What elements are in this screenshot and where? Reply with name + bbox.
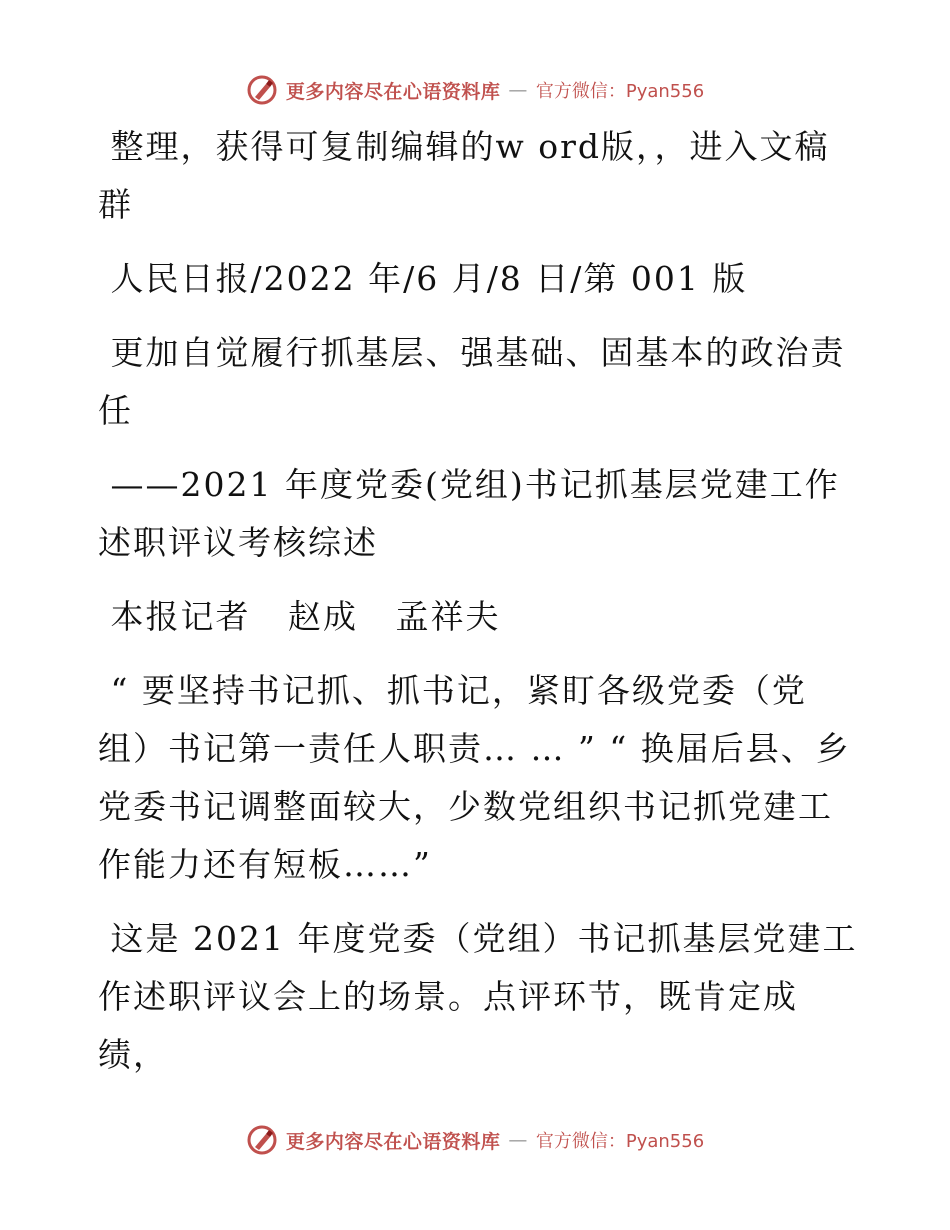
article-title: 更加自觉履行抓基层、强基础、固基本的政治责任 bbox=[98, 333, 846, 430]
watermark-text: 更多内容尽在心语资料库 bbox=[285, 1130, 501, 1153]
watermark-text: 更多内容尽在心语资料库 bbox=[285, 80, 501, 103]
footer-watermark bbox=[0, 1122, 950, 1158]
pen-logo-icon bbox=[246, 74, 278, 106]
intro-line: 整理，获得可复制编辑的w ord版，，进入文稿群 bbox=[98, 127, 830, 224]
watermark-contact: 官方微信：Pyan556 bbox=[535, 1131, 705, 1152]
source-line: 人民日报/2022 年/6 月/8 日/第 001 版 bbox=[98, 259, 748, 298]
watermark-contact: 官方微信：Pyan556 bbox=[535, 81, 705, 102]
document-body bbox=[98, 118, 858, 1100]
body-paragraph: “ 要坚持书记抓、抓书记，紧盯各级党委（党组）书记第一责任人职责… … ” “ 换届后县、乡党委书记调整面较大，少数党组织书记抓党建工作能力还有短板……” bbox=[98, 671, 851, 884]
watermark-separator: — bbox=[508, 79, 528, 101]
body-paragraph: 这是 2021 年度党委（党组）书记抓基层党建工作述职评议会上的场景。点评环节，既肯定成绩， bbox=[98, 919, 858, 1074]
watermark-separator: — bbox=[508, 1129, 528, 1151]
article-subtitle: ——2021 年度党委(党组)书记抓基层党建工作述职评议考核综述 bbox=[98, 465, 840, 562]
header-watermark bbox=[0, 72, 950, 108]
byline: 本报记者 赵成 孟祥夫 bbox=[98, 597, 501, 636]
pen-logo-icon bbox=[246, 1124, 278, 1156]
